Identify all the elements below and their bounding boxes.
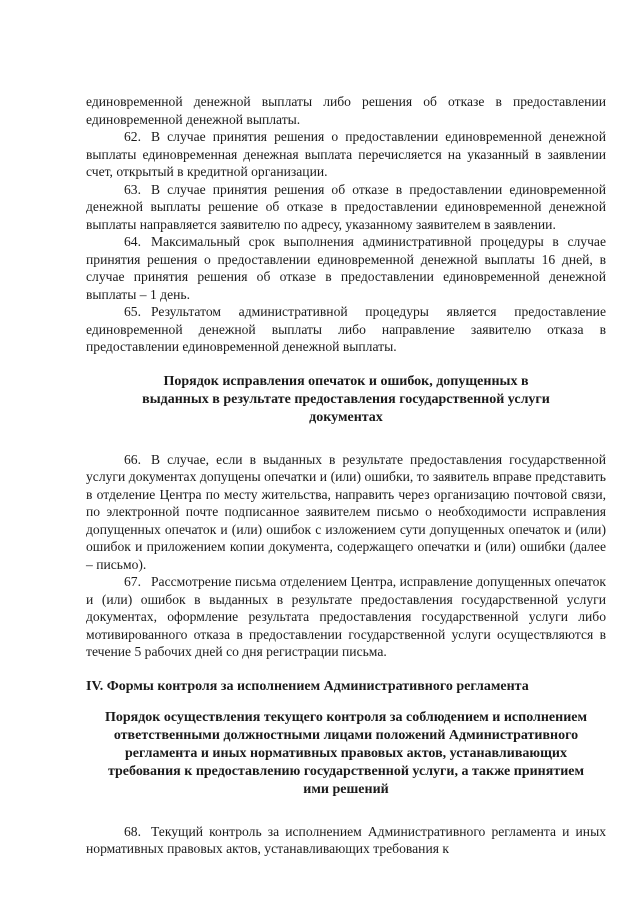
paragraph-65	[86, 303, 606, 356]
paragraph-63	[86, 181, 606, 234]
heading-corrections: Порядок исправления опечаток и ошибок, допущенных в выданных в результате предоставления государственной услуги документах	[142, 373, 550, 425]
paragraph-text: Максимальный срок выполнения административной процедуры в случае принятия решения о предоставлении единовременной денежной выплаты 16 дней, в случае принятия решения об отказе в предоставлении единовременной денежной выплаты – 1 день.	[86, 234, 606, 302]
paragraph-text: Результатом административной процедуры является предоставление единовременной денежной выплаты либо направление заявителю отказа в предоставлении единовременной денежной выплаты.	[86, 304, 606, 354]
paragraph-text: Текущий контроль за исполнением Административного регламента и иных нормативных правовых актов, устанавливающих требования к	[86, 823, 606, 856]
paragraph-62	[86, 128, 606, 181]
paragraph-text: В случае принятия решения об отказе в предоставлении единовременной денежной выплаты решение об отказе в предоставлении единовременной денежной выплаты направляется заявителю по адресу, указанному заявителем в заявлении.	[86, 181, 606, 232]
heading-control: Порядок осуществления текущего контроля за соблюдением и исполнением ответственными должностными лицами положений Административного регламента и иных нормативных правовых актов, устанавливающих требования к предоставлению государственной услуги, а также принятием ими решений	[104, 709, 588, 797]
paragraph-text: Рассмотрение письма отделением Центра, исправление допущенных опечаток и (или) ошибок в выданных в результате предоставления государственной услуги документах, оформление результата предоставления государственной услуги либо мотивированного отказа в предоставлении государственной услуги осуществляются в течение 5 рабочих дней со дня регистрации письма.	[86, 574, 606, 659]
paragraph-number: 63.	[124, 181, 141, 197]
paragraph-number: 67.	[124, 574, 141, 589]
paragraph-text: В случае, если в выданных в результате предоставления государственной услуги документах допущены опечатки и (или) ошибки, то заявитель вправе представить в отделение Центра по месту жительства, направить через организацию почтовой связи, по электронной почте подписанное заявителем письмо о необходимости исправления допущенных опечаток и (или) ошибок с изложением сути допущенных опечаток и (или) ошибок и приложением копии документа, содержащего опечатки и (или) ошибки (далее – письмо).	[86, 451, 606, 572]
paragraph-number: 68.	[124, 823, 141, 839]
section-title: IV. Формы контроля за исполнением Административного регламента	[86, 678, 529, 694]
paragraph-text: В случае принятия решения о предоставлении единовременной денежной выплаты единовременная денежная выплата перечисляется на указанный в заявлении счет, открытый в кредитной организации.	[86, 129, 606, 179]
paragraph-64	[86, 233, 606, 303]
intro-text: единовременной денежной выплаты либо решения об отказе в предоставлении единовременной денежной выплаты.	[86, 94, 606, 127]
paragraph-67	[86, 573, 606, 661]
paragraph-68	[86, 823, 606, 858]
paragraph-number: 66.	[124, 451, 141, 467]
paragraph-number: 62.	[124, 129, 141, 144]
document-body	[86, 93, 606, 858]
paragraph-number: 64.	[124, 234, 141, 249]
paragraph-66	[86, 451, 606, 574]
paragraph-number: 65.	[124, 304, 141, 319]
